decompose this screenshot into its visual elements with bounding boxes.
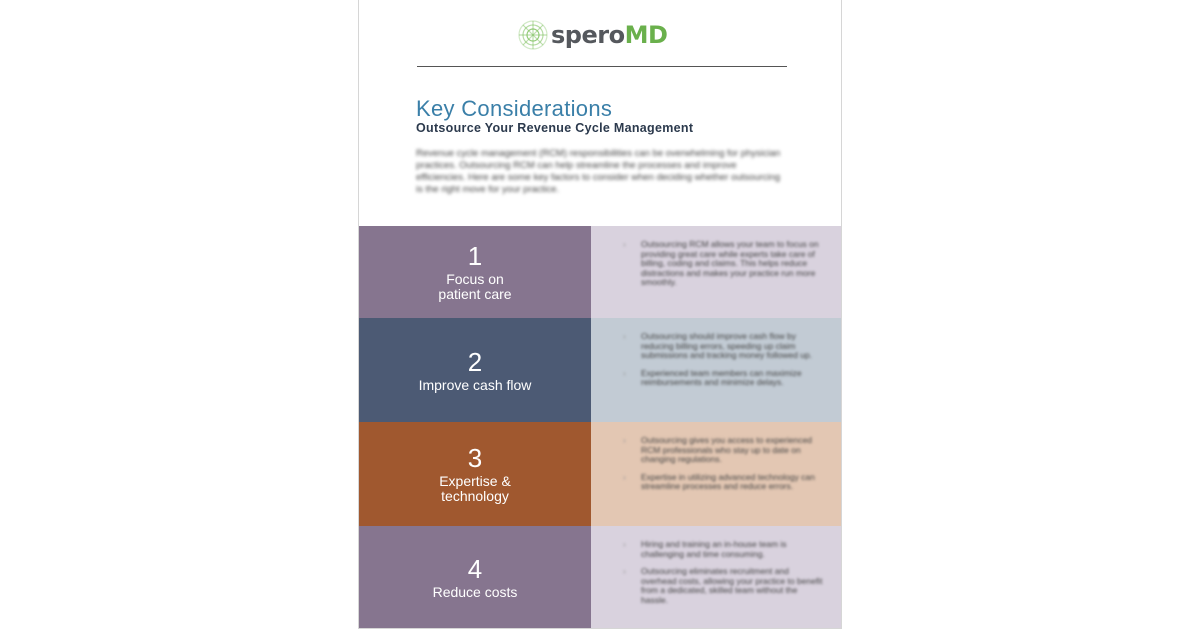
logo-mark-icon <box>517 19 549 51</box>
intro-paragraph: Revenue cycle management (RCM) responsibilities can be overwhelming for physician practices. Outsourcing RCM can help streamline the processes and improve efficiencies. Here are some key factors to consider when deciding whether outsourcing is the right move for your practice. <box>416 148 781 195</box>
consideration-3-details <box>591 422 842 526</box>
consideration-number: 1 <box>467 241 483 271</box>
consideration-label: Reduce costs <box>432 584 518 600</box>
consideration-3-header <box>359 422 591 526</box>
logo-wordmark <box>551 21 667 49</box>
consideration-row-3 <box>359 422 842 526</box>
bullet-item: › Expertise in utilizing advanced technology can streamline processes and reduce errors. <box>621 473 823 492</box>
logo-text-md: MD <box>624 21 668 49</box>
bullet-item: › Hiring and training an in-house team is challenging and time consuming. <box>621 540 823 559</box>
consideration-label: Expertise & technology <box>439 473 511 504</box>
page-subtitle: Outsource Your Revenue Cycle Management <box>416 121 694 135</box>
bullet-item: › Experienced team members can maximize reimbursements and minimize delays. <box>621 369 823 388</box>
bullet-item: › Outsourcing eliminates recruitment and overhead costs, allowing your practice to benefit from a dedicated, skilled team without the hassle. <box>621 567 823 605</box>
consideration-number: 2 <box>467 346 483 377</box>
consideration-2-details <box>591 318 842 422</box>
consideration-2-header <box>359 318 591 422</box>
consideration-label: Focus on patient care <box>438 271 512 302</box>
bullet-item: › Outsourcing RCM allows your team to focus on providing great care while experts take care of billing, coding and claims. This helps reduce distractions and makes your practice run more smoothly. <box>621 240 823 288</box>
consideration-1-header <box>359 226 591 318</box>
consideration-1-details <box>591 226 842 318</box>
consideration-label: Improve cash flow <box>418 376 532 393</box>
header-divider <box>417 66 787 67</box>
bullet-item: › Outsourcing gives you access to experienced RCM professionals who stay up to date on changing regulations. <box>621 436 823 465</box>
consideration-4-header <box>359 526 591 629</box>
page-title: Key Considerations <box>416 96 613 121</box>
consideration-number: 4 <box>467 554 483 584</box>
bullet-item: › Outsourcing should improve cash flow by reducing billing errors, speeding up claim submissions and tracking money followed up. <box>621 332 823 361</box>
consideration-row-2 <box>359 318 842 422</box>
consideration-row-4 <box>359 526 842 629</box>
speromd-logo <box>517 19 667 51</box>
document-page <box>358 0 842 629</box>
logo-text-spero: spero <box>551 21 625 49</box>
consideration-4-details <box>591 526 842 629</box>
consideration-row-1 <box>359 226 842 318</box>
consideration-number: 3 <box>467 443 483 473</box>
